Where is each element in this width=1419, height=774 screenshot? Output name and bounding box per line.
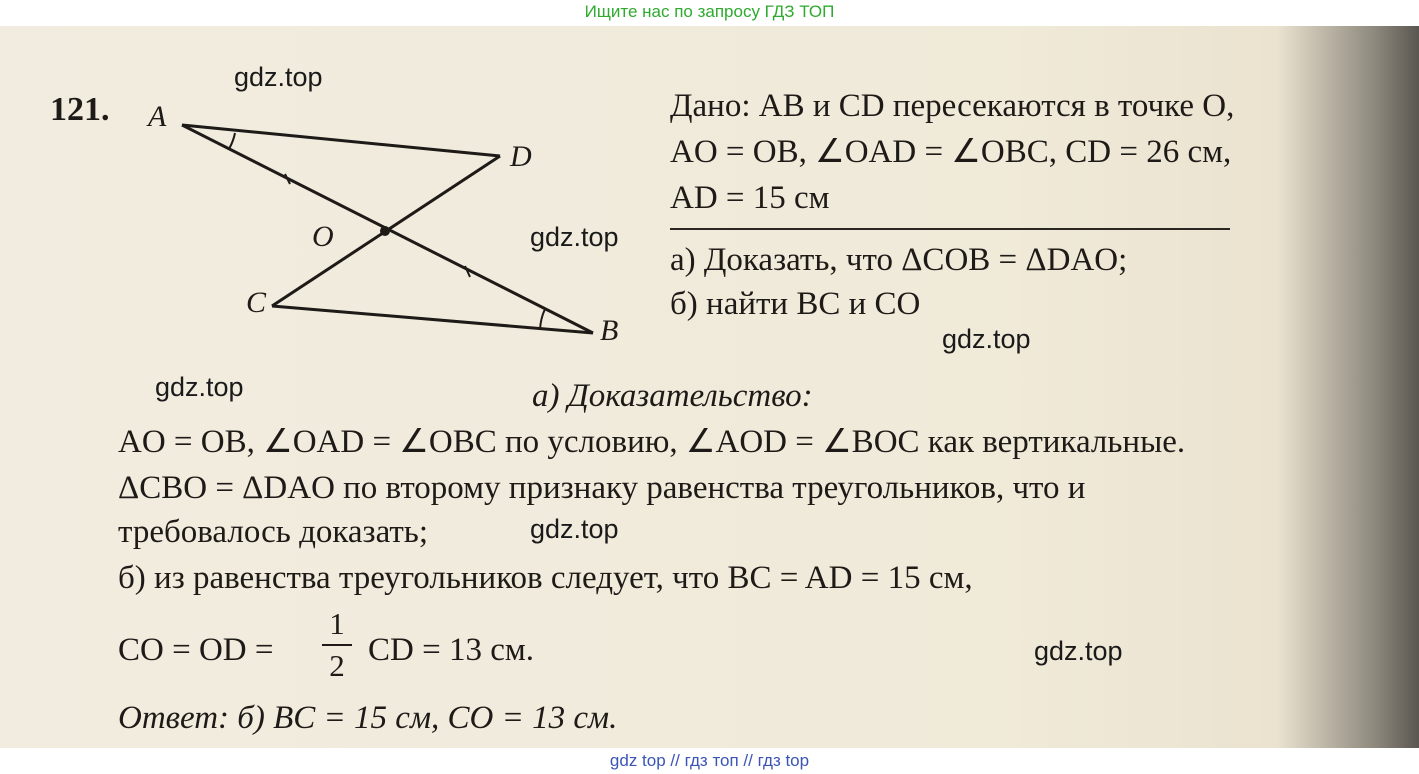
given-line-2: AO = OB, ∠OAD = ∠OBC, CD = 26 см,	[670, 134, 1232, 170]
fraction-denominator: 2	[329, 648, 345, 683]
watermark: gdz.top	[530, 514, 619, 544]
proof-line-2: ΔCBO = ΔDAO по второму признаку равенства треугольников, что и	[118, 470, 1086, 506]
angle-arc-a	[229, 133, 235, 149]
task-b: б) найти BC и CO	[670, 286, 921, 322]
watermark: gdz.top	[155, 372, 244, 402]
fraction-one-half	[322, 606, 352, 684]
problem-number: 121.	[50, 91, 110, 128]
given-divider	[670, 228, 1230, 230]
watermark: gdz.top	[530, 222, 619, 252]
label-c: C	[246, 286, 267, 319]
label-a: A	[148, 100, 167, 133]
scanned-page	[0, 26, 1419, 748]
bottom-banner[interactable]: gdz top // гдз топ // гдз top	[0, 748, 1419, 774]
fraction-numerator: 1	[329, 606, 345, 641]
co-equation-left: CO = OD =	[118, 632, 274, 668]
watermark: gdz.top	[234, 62, 323, 92]
watermark: gdz.top	[1034, 636, 1123, 666]
top-banner[interactable]: Ищите нас по запросу ГДЗ ТОП	[584, 2, 835, 21]
given-line-3: AD = 15 см	[670, 180, 830, 216]
solution-b-line: б) из равенства треугольников следует, что BC = AD = 15 см,	[118, 560, 973, 596]
proof-heading: а) Доказательство:	[532, 378, 813, 414]
proof-line-3: требовалось доказать;	[118, 514, 429, 550]
given-line-1: Дано: AB и CD пересекаются в точке O,	[670, 88, 1235, 124]
task-a: а) Доказать, что ΔCOB = ΔDAO;	[670, 242, 1128, 278]
watermark: gdz.top	[942, 324, 1031, 354]
label-d: D	[510, 140, 532, 173]
label-b: B	[600, 314, 619, 347]
co-equation-right: CD = 13 см.	[368, 632, 534, 668]
answer-line: Ответ: б) BC = 15 см, CO = 13 см.	[118, 700, 618, 736]
label-o: O	[312, 220, 334, 253]
segment-ad	[182, 125, 500, 156]
angle-arc-b	[540, 309, 545, 330]
point-o	[380, 226, 390, 236]
proof-line-1: AO = OB, ∠OAD = ∠OBC по условию, ∠AOD = ∠BOC как вертикальные.	[118, 424, 1186, 460]
fraction-bar	[322, 644, 352, 646]
